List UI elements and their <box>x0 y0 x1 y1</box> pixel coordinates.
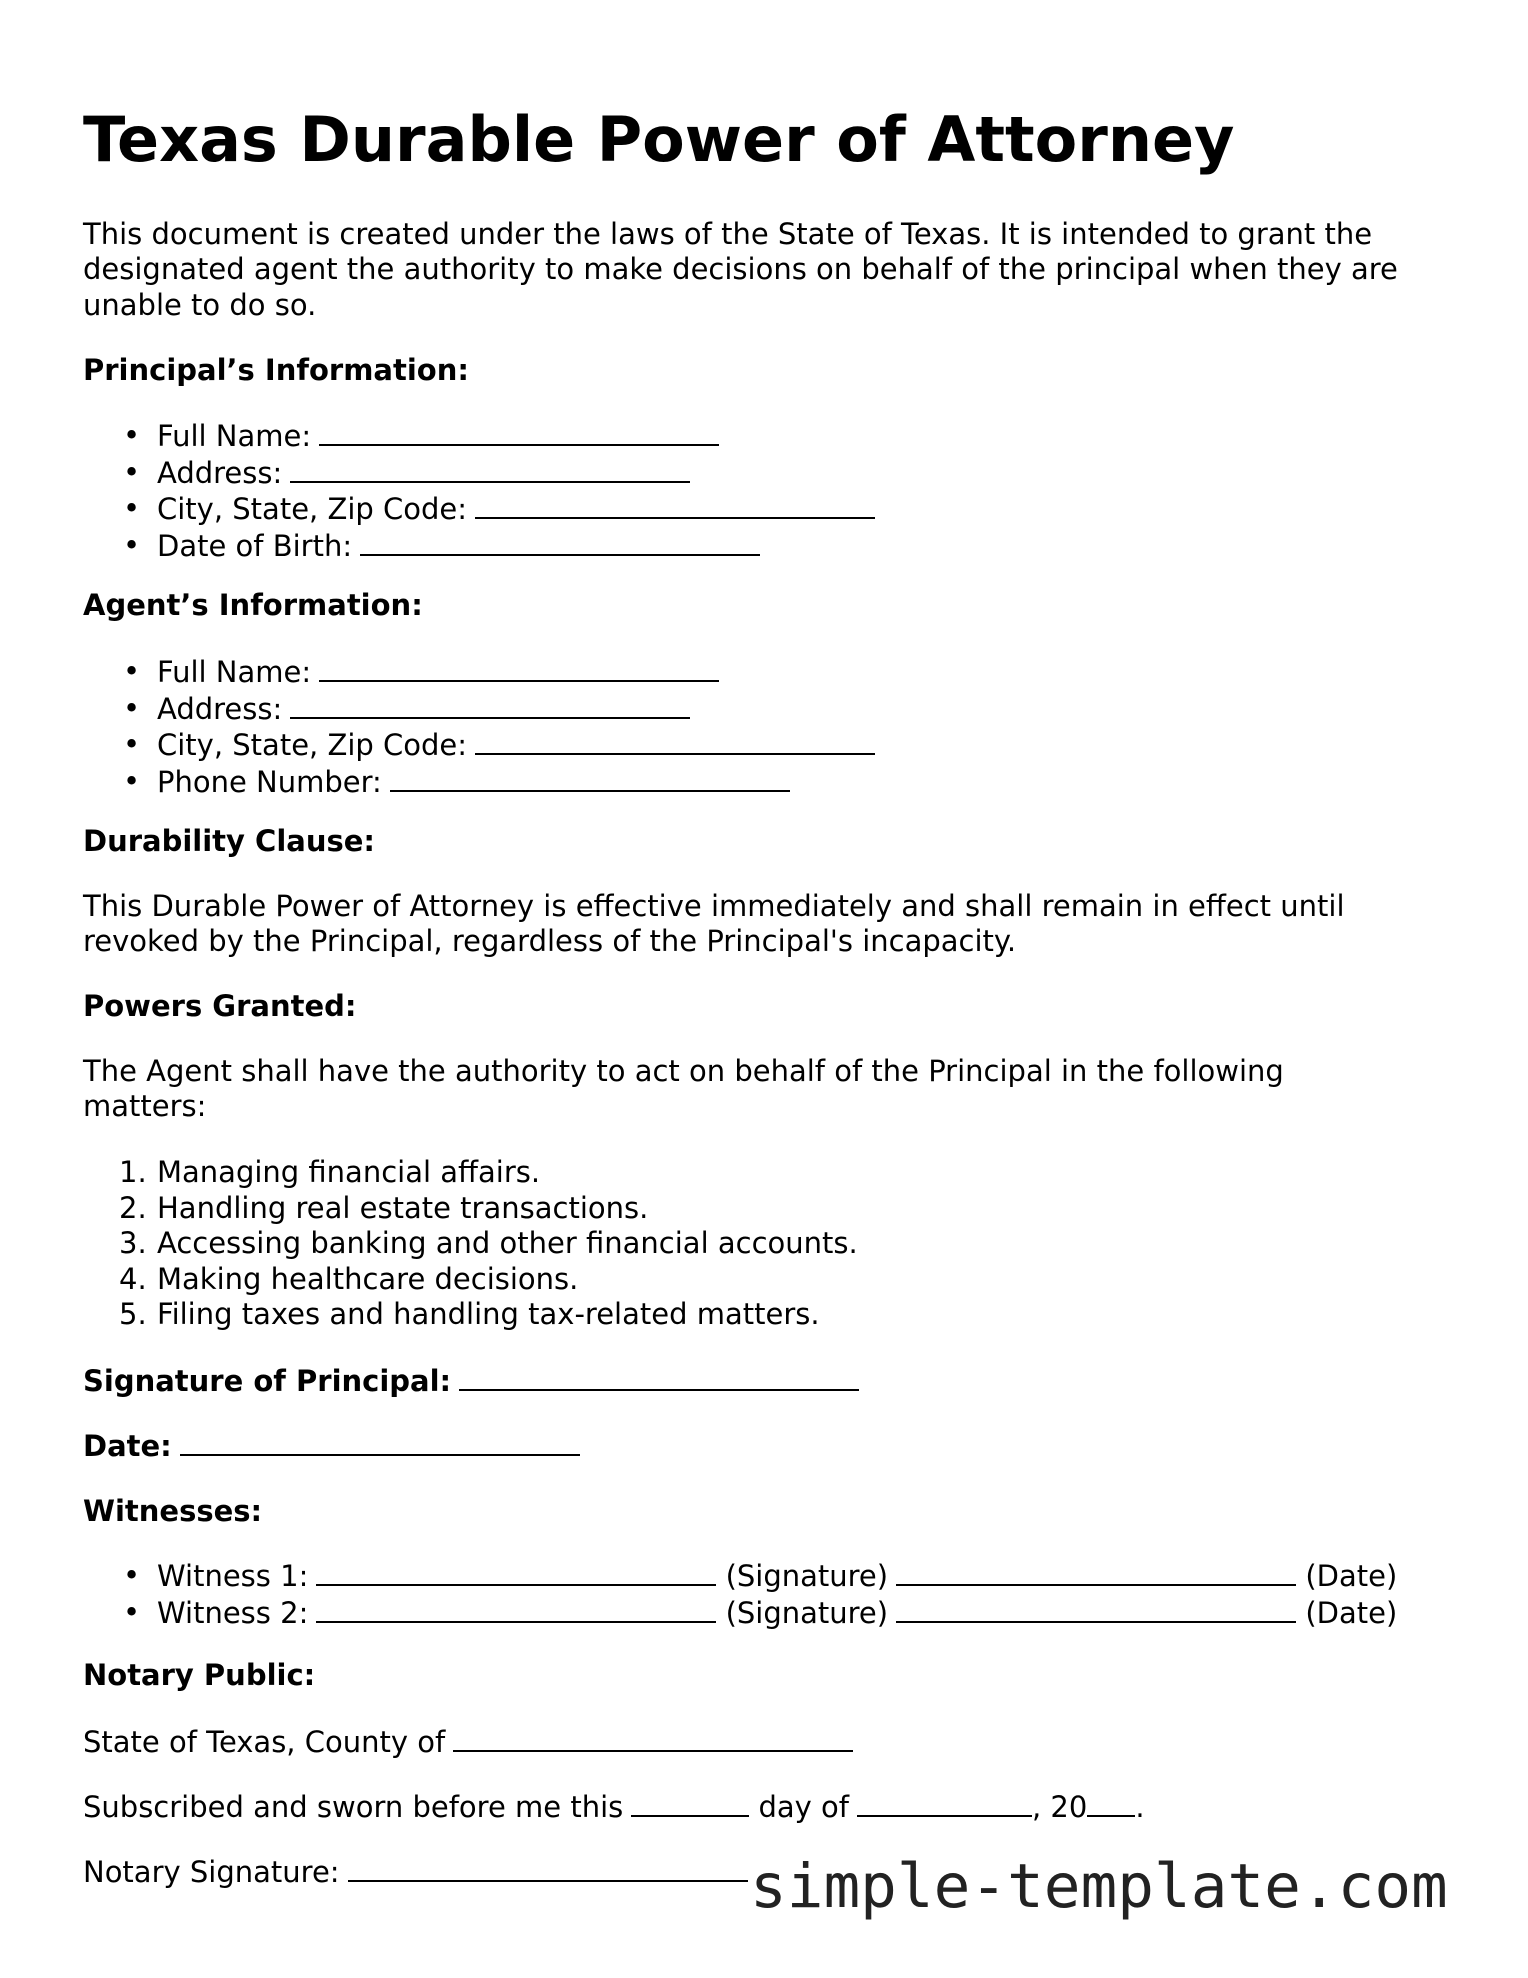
date-caption: (Date) <box>1305 1559 1398 1593</box>
principal-signature-blank[interactable] <box>459 1363 859 1391</box>
item-number: 3. <box>119 1226 147 1260</box>
list-item <box>83 418 875 455</box>
signature-caption: (Signature) <box>725 1595 889 1630</box>
notary-signature-blank[interactable] <box>348 1854 748 1882</box>
month-blank[interactable] <box>857 1789 1032 1817</box>
list-item <box>83 455 875 492</box>
durability-line-2: revoked by the Principal, regardless of the Principal's incapacity. <box>83 924 1017 958</box>
day-of-label: day of <box>758 1790 849 1824</box>
date-caption: (Date) <box>1305 1595 1398 1630</box>
field-label: Phone Number: <box>157 764 382 799</box>
witness-label: Witness 1: <box>157 1559 309 1593</box>
list-item <box>83 528 875 565</box>
notary-signature-label: Notary Signature: <box>83 1855 340 1889</box>
durability-heading: Durability Clause: <box>83 824 375 858</box>
address-blank[interactable] <box>290 455 690 483</box>
intro-line-3: unable to do so. <box>83 288 317 322</box>
list-item <box>83 1297 858 1333</box>
durability-line-1: This Durable Power of Attorney is effective immediately and shall remain in effect until <box>83 889 1345 923</box>
list-item <box>83 1226 858 1262</box>
list-item <box>83 1191 858 1227</box>
list-item <box>83 491 875 528</box>
sworn-line <box>83 1789 1145 1826</box>
principal-heading: Principal’s Information: <box>83 353 469 387</box>
list-item <box>83 1558 1397 1595</box>
powers-line-2: matters: <box>83 1089 207 1123</box>
witness-1-date-blank[interactable] <box>896 1558 1296 1586</box>
year-blank[interactable] <box>1087 1789 1135 1817</box>
item-text: Handling real estate transactions. <box>157 1190 649 1225</box>
item-number: 1. <box>119 1155 147 1189</box>
address-blank[interactable] <box>290 691 690 719</box>
witnesses-heading: Witnesses: <box>83 1494 263 1528</box>
item-number: 5. <box>119 1297 147 1331</box>
list-item <box>83 1595 1397 1632</box>
agent-fields <box>83 654 875 800</box>
county-line <box>83 1724 853 1761</box>
intro-line-1: This document is created under the laws of the State of Texas. It is intended to grant the <box>83 217 1373 251</box>
list-item <box>83 1262 858 1298</box>
list-item <box>83 1155 858 1191</box>
signature-caption: (Signature) <box>725 1559 889 1593</box>
date-of-birth-blank[interactable] <box>360 528 760 556</box>
list-item <box>83 691 875 728</box>
item-text: Managing financial affairs. <box>157 1155 541 1189</box>
principal-signature-line <box>83 1363 859 1399</box>
witness-2-signature-blank[interactable] <box>316 1595 716 1623</box>
notary-heading: Notary Public: <box>83 1658 316 1692</box>
agent-heading: Agent’s Information: <box>83 588 423 622</box>
year-label: , 20 <box>1031 1790 1088 1824</box>
item-text: Accessing banking and other financial accounts. <box>157 1226 858 1260</box>
watermark: simple-template.com <box>750 1851 1448 1922</box>
list-item <box>83 654 875 691</box>
principal-fields <box>83 418 875 564</box>
item-number: 2. <box>119 1190 147 1225</box>
date-label: Date: <box>83 1429 172 1463</box>
field-label: Date of Birth: <box>157 528 353 563</box>
field-label: Full Name: <box>157 419 312 453</box>
intro-line-2: designated agent the authority to make decisions on behalf of the principal when they are <box>83 252 1398 286</box>
powers-heading: Powers Granted: <box>83 989 357 1023</box>
date-blank[interactable] <box>180 1428 580 1456</box>
day-blank[interactable] <box>631 1789 749 1817</box>
county-blank[interactable] <box>453 1724 853 1752</box>
sworn-label: Subscribed and sworn before me this <box>83 1790 624 1824</box>
phone-number-blank[interactable] <box>390 764 790 792</box>
witnesses-list <box>83 1558 1397 1631</box>
witness-1-signature-blank[interactable] <box>316 1558 716 1586</box>
item-text: Making healthcare decisions. <box>157 1261 579 1296</box>
powers-list <box>83 1155 858 1333</box>
notary-signature-line <box>83 1854 748 1891</box>
powers-line-1: The Agent shall have the authority to act on behalf of the Principal in the following <box>83 1054 1284 1088</box>
field-label: Full Name: <box>157 655 312 689</box>
full-name-blank[interactable] <box>319 418 719 446</box>
full-name-blank[interactable] <box>319 654 719 682</box>
field-label: City, State, Zip Code: <box>157 492 468 526</box>
item-text: Filing taxes and handling tax-related matters. <box>157 1297 820 1331</box>
field-label: City, State, Zip Code: <box>157 728 468 762</box>
item-number: 4. <box>119 1261 147 1296</box>
list-item <box>83 764 875 801</box>
signature-label: Signature of Principal: <box>83 1364 452 1398</box>
witness-label: Witness 2: <box>157 1595 309 1630</box>
list-item <box>83 727 875 764</box>
document-title: Texas Durable Power of Attorney <box>83 103 1235 176</box>
field-label: Address: <box>157 455 283 490</box>
witness-2-date-blank[interactable] <box>896 1595 1296 1623</box>
date-line <box>83 1428 580 1464</box>
field-label: Address: <box>157 691 283 726</box>
period: . <box>1135 1790 1145 1824</box>
county-label: State of Texas, County of <box>83 1725 446 1759</box>
city-state-zip-blank[interactable] <box>475 491 875 519</box>
city-state-zip-blank[interactable] <box>475 727 875 755</box>
